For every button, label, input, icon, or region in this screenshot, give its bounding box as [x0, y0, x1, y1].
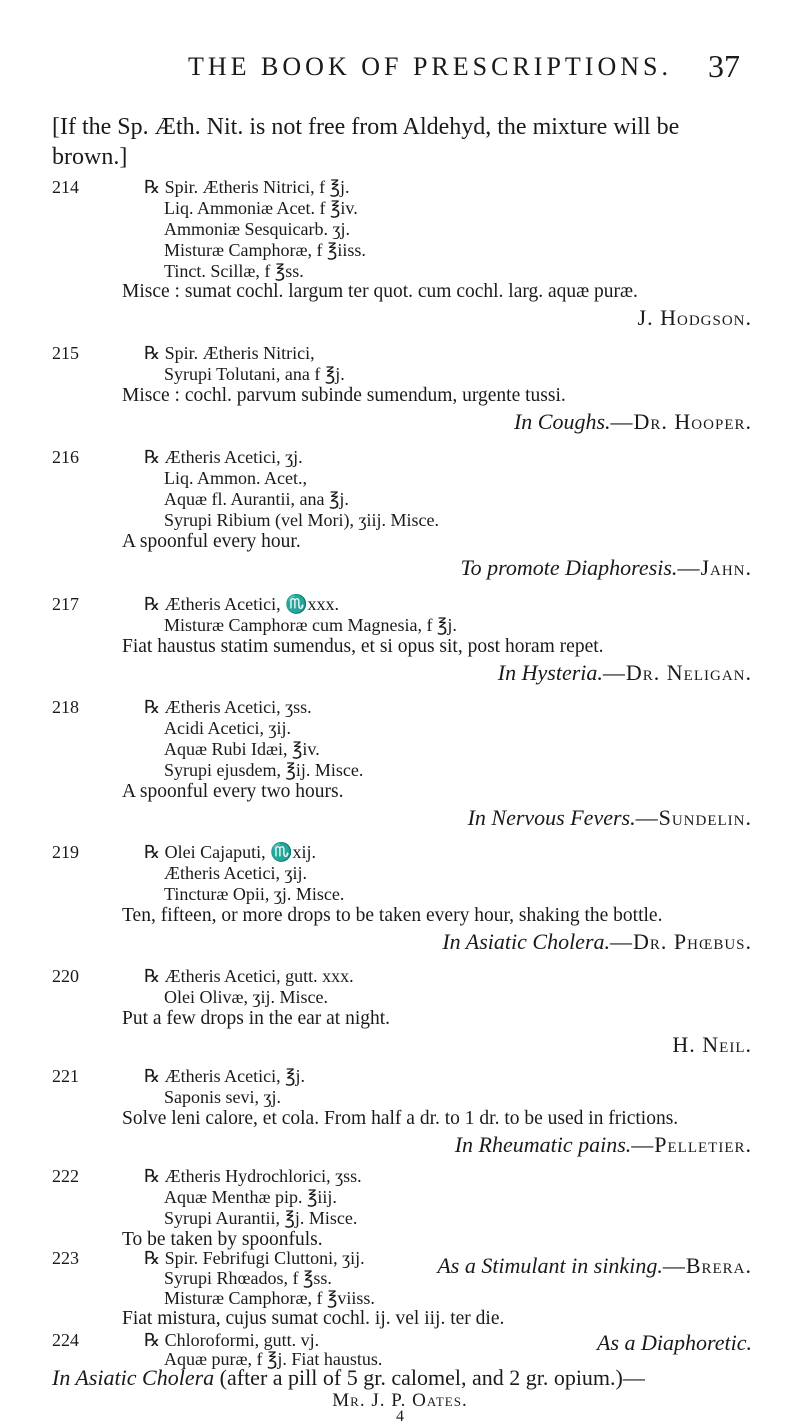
ingredient-line: Liq. Ammoniæ Acet. f ℥iv.: [164, 198, 358, 218]
author: —Sundelin.: [635, 805, 752, 830]
ingredient-line: Aquæ Rubi Idæi, ℥iv.: [164, 739, 320, 759]
prescription-number: 221: [52, 1066, 79, 1086]
directions-line: Solve leni calore, et cola. From half a dr. to 1 dr. to be used in frictions.: [122, 1108, 679, 1129]
prescription-number: 224: [52, 1330, 79, 1350]
footer-author: Mr. J. P. Oates.: [332, 1390, 468, 1411]
ingredient-line: Tincturæ Opii, ʒj. Misce.: [164, 884, 345, 904]
attribution: [638, 305, 752, 331]
prescription-number: 216: [52, 447, 79, 467]
prescription-number: 222: [52, 1166, 79, 1186]
directions-line: Fiat haustus statim sumendus, et si opus sit, post horam repet.: [122, 636, 604, 657]
ingredient-line: Misturæ Camphoræ, f ℥viiss.: [164, 1288, 375, 1308]
attribution: [514, 409, 752, 435]
footer-line: (after a pill of 5 gr. calomel, and 2 gr. opium.)—: [219, 1365, 645, 1390]
running-head-title: THE BOOK OF PRESCRIPTIONS.: [188, 52, 672, 81]
directions-line: A spoonful every two hours.: [122, 781, 344, 802]
attribution: [498, 660, 752, 686]
prescription-number: 214: [52, 177, 79, 197]
directions-line: A spoonful every hour.: [122, 531, 301, 552]
ingredient-line: Liq. Ammon. Acet.,: [164, 468, 307, 488]
ingredient-line: ℞ Olei Cajaputi, ♏xij.: [144, 842, 317, 862]
ingredient-line: Syrupi ejusdem, ℥ij. Misce.: [164, 760, 364, 780]
intro-note-line-2: brown.]: [52, 144, 128, 170]
intro-note: [52, 112, 772, 172]
intro-note-line-1: [If the Sp. Æth. Nit. is not free from Aldehyd, the mixture will be: [52, 114, 680, 140]
running-head: [120, 48, 740, 92]
author: —Dr. Phœbus.: [610, 929, 752, 954]
ingredient-line: ℞ Ætheris Acetici, gutt. xxx.: [144, 966, 354, 986]
prescription-number: 215: [52, 343, 79, 363]
indication: As a Stimulant in sinking.: [437, 1253, 663, 1278]
indication: In Coughs.: [513, 409, 611, 434]
ingredient-line: Syrupi Rhœados, f ℥ss.: [164, 1268, 332, 1288]
directions-line: Misce : sumat cochl. largum ter quot. cum cochl. larg. aquæ puræ.: [122, 281, 638, 302]
ingredient-line: Syrupi Tolutani, ana f ℥j.: [164, 364, 345, 384]
prescription-number: 218: [52, 697, 79, 717]
ingredient-line: Olei Olivæ, ʒij. Misce.: [164, 987, 328, 1007]
prescription-number: 217: [52, 594, 79, 614]
ingredient-line: Acidi Acetici, ʒij.: [164, 718, 291, 738]
attribution: [460, 555, 752, 581]
ingredient-line: Saponis sevi, ʒj.: [164, 1087, 281, 1107]
author: —Jahn.: [677, 555, 752, 580]
author: —Dr. Hooper.: [610, 409, 752, 434]
ingredient-line: ℞ Spir. Ætheris Nitrici,: [144, 343, 315, 363]
attribution: [672, 1032, 752, 1058]
ingredient-line: ℞ Spir. Ætheris Nitrici, f ℥j.: [144, 177, 350, 197]
ingredient-line: ℞ Ætheris Hydrochlorici, ʒss.: [144, 1166, 362, 1186]
directions-line: To be taken by spoonfuls.: [122, 1229, 323, 1250]
ingredient-line: Aquæ puræ, f ℥j. Fiat haustus.: [164, 1349, 383, 1369]
attribution: [597, 1330, 752, 1356]
ingredient-line: Syrupi Ribium (vel Mori), ʒiij. Misce.: [164, 510, 439, 530]
directions-line: Misce : cochl. parvum subinde sumendum, urgente tussi.: [122, 385, 566, 406]
attribution: [468, 805, 752, 831]
ingredient-line: ℞ Ætheris Acetici, ʒj.: [144, 447, 303, 467]
directions-line: Ten, fifteen, or more drops to be taken every hour, shaking the bottle.: [122, 905, 663, 926]
ingredient-line: ℞ Ætheris Acetici, ℥j.: [144, 1066, 306, 1086]
indication: In Hysteria.: [497, 660, 603, 685]
indication: In Asiatic Cholera.: [442, 929, 611, 954]
ingredient-line: Misturæ Camphoræ cum Magnesia, f ℥j.: [164, 615, 457, 635]
page-number: 37: [708, 48, 740, 84]
ingredient-line: Syrupi Aurantii, ℥j. Misce.: [164, 1208, 358, 1228]
indication: As a Diaphoretic.: [597, 1330, 752, 1355]
indication: In Nervous Fevers.: [467, 805, 636, 830]
author: —Brera.: [662, 1253, 752, 1278]
ingredient-line: Ammoniæ Sesquicarb. ʒj.: [164, 219, 350, 239]
prescription-number: 219: [52, 842, 79, 862]
footer-indication: In Asiatic Cholera: [52, 1365, 215, 1390]
ingredient-line: Aquæ Menthæ pip. ℥iij.: [164, 1187, 337, 1207]
footer-note: [52, 1366, 772, 1390]
directions-line: Fiat mistura, cujus sumat cochl. ij. vel iij. ter die.: [122, 1308, 505, 1329]
attribution: [437, 1253, 752, 1279]
author: H. Neil.: [672, 1032, 752, 1057]
attribution: [455, 1132, 752, 1158]
ingredient-line: Aquæ fl. Aurantii, ana ℥j.: [164, 489, 349, 509]
ingredient-line: ℞ Chloroformi, gutt. vj.: [144, 1330, 320, 1350]
indication: In Rheumatic pains.: [454, 1132, 632, 1157]
prescription-number: 220: [52, 966, 79, 986]
signature-mark: 4: [396, 1408, 404, 1425]
directions-line: Put a few drops in the ear at night.: [122, 1008, 391, 1029]
ingredient-line: Tinct. Scillæ, f ℥ss.: [164, 261, 304, 281]
ingredient-line: ℞ Ætheris Acetici, ʒss.: [144, 697, 312, 717]
ingredient-line: ℞ Spir. Febrifugi Cluttoni, ʒij.: [144, 1248, 365, 1268]
author: J. Hodgson.: [637, 305, 752, 330]
ingredient-line: ℞ Ætheris Acetici, ♏xxx.: [144, 594, 340, 614]
prescription-number: 223: [52, 1248, 79, 1268]
indication: To promote Diaphoresis.: [460, 555, 678, 580]
author: —Dr. Neligan.: [602, 660, 752, 685]
ingredient-line: Misturæ Camphoræ, f ℥iiss.: [164, 240, 366, 260]
ingredient-line: Ætheris Acetici, ʒij.: [164, 863, 307, 883]
author: —Pelletier.: [631, 1132, 752, 1157]
attribution: [442, 929, 752, 955]
